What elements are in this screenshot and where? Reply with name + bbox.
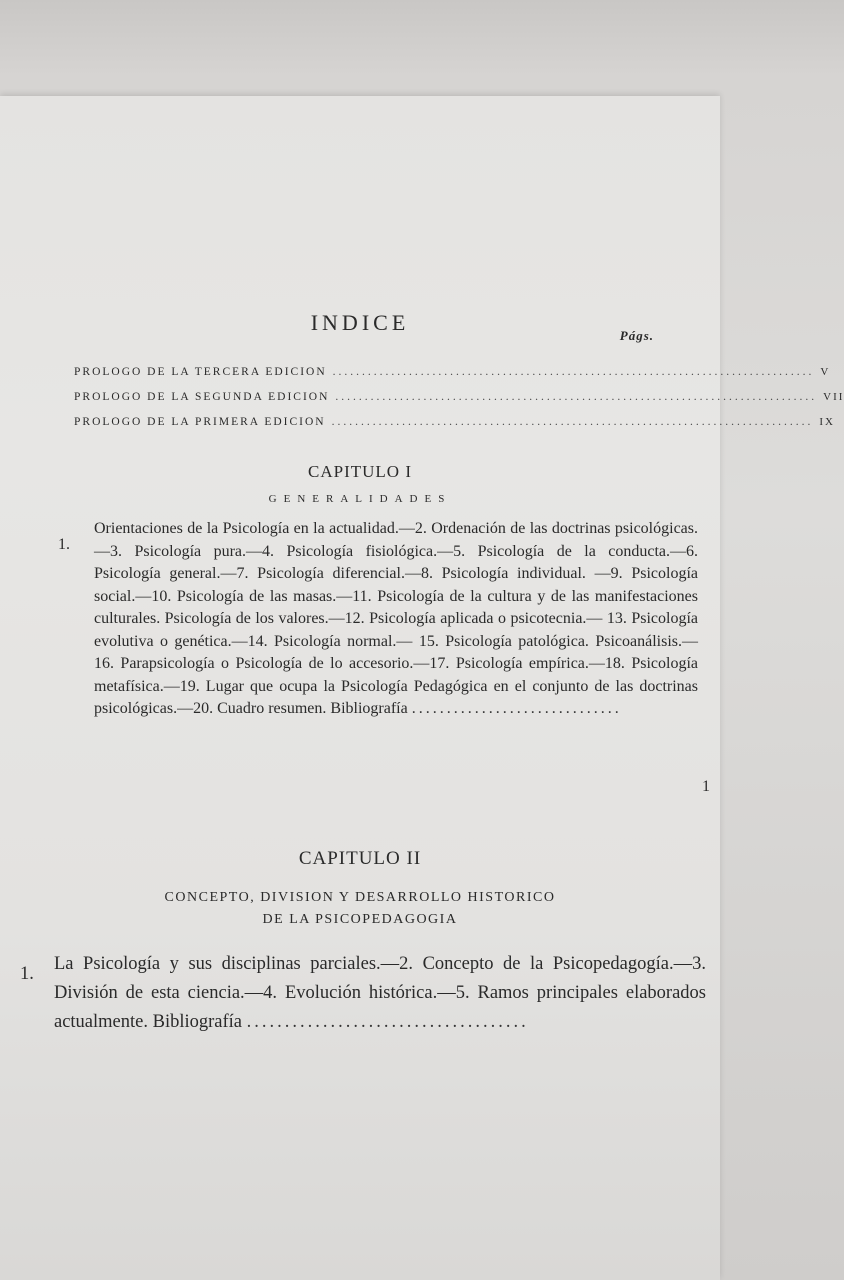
chapter-2-subtitle-line2: DE LA PSICOPEDAGOGIA bbox=[262, 912, 458, 927]
index-title: INDICE bbox=[310, 310, 410, 335]
leader-dots: ..................................... bbox=[246, 1012, 529, 1032]
prologue-entry bbox=[74, 416, 835, 428]
section-number: 1. bbox=[58, 536, 70, 553]
leader-dots: .................................................................................. bbox=[335, 391, 818, 403]
prologue-label: PROLOGO DE LA SEGUNDA EDICION bbox=[74, 391, 330, 403]
chapter-2-heading: CAPITULO II bbox=[298, 848, 422, 869]
leader-dots: .................................................................................. bbox=[331, 416, 814, 428]
prologue-entry bbox=[74, 366, 831, 378]
prologue-label: PROLOGO DE LA PRIMERA EDICION bbox=[74, 416, 326, 428]
chapter-1-heading: CAPITULO I bbox=[308, 462, 412, 481]
prologue-page: IX bbox=[819, 416, 835, 428]
prologue-page: VII bbox=[823, 391, 844, 403]
chapter-2-text: La Psicología y sus disciplinas parciales.—2. Concepto de la Psicopedagogía.—3. División de esta ciencia.—4. Evolución histórica.—5. Ramos principales elaborados actualmente. Bibliografía bbox=[54, 954, 706, 1032]
section-number: 1. bbox=[20, 964, 34, 984]
chapter-1-text-block bbox=[94, 518, 698, 721]
prologue-label: PROLOGO DE LA TERCERA EDICION bbox=[74, 366, 327, 378]
chapter-1-text: Orientaciones de la Psicología en la actualidad.—2. Ordenación de las doctrinas psicológicas.—3. Psicología pura.—4. Psicología fisiológica.—5. Psicología de la conducta.—6. Psicología general.—7. Psicología diferencial.—8. Psicología individual. —9. Psicología social.—10. Psicología de las masas.—11. Psicología de la cultura y de las manifestaciones culturales. Psicología de los valores.—12. Psicología aplicada o psicotecnia.— 13. Psicología evolutiva o genética.—14. Psicología normal.— 15. Psicología patológica. Psicoanálisis.—16. Parapsicología o Psicología de lo accesorio.—17. Psicología empírica.—18. Psicología metafísica.—19. Lugar que ocupa la Psicología Pedagógica en el conjunto de las doctrinas psicológicas.—20. Cuadro resumen. Bibliografía bbox=[94, 520, 698, 717]
chapter-2-text-block bbox=[54, 950, 706, 1037]
chapter-2-subtitle-line1: CONCEPTO, DIVISION Y DESARROLLO HISTORICO bbox=[164, 890, 556, 905]
prologue-entry bbox=[74, 391, 844, 403]
leader-dots: .................................................................................. bbox=[332, 366, 815, 378]
leader-dots: .............................. bbox=[411, 700, 622, 717]
chapter-1-subtitle: GENERALIDADES bbox=[268, 493, 452, 505]
prologue-page: V bbox=[820, 366, 831, 378]
chapter-1-page: 1 bbox=[702, 778, 710, 795]
pages-column-label: Págs. bbox=[619, 328, 654, 343]
